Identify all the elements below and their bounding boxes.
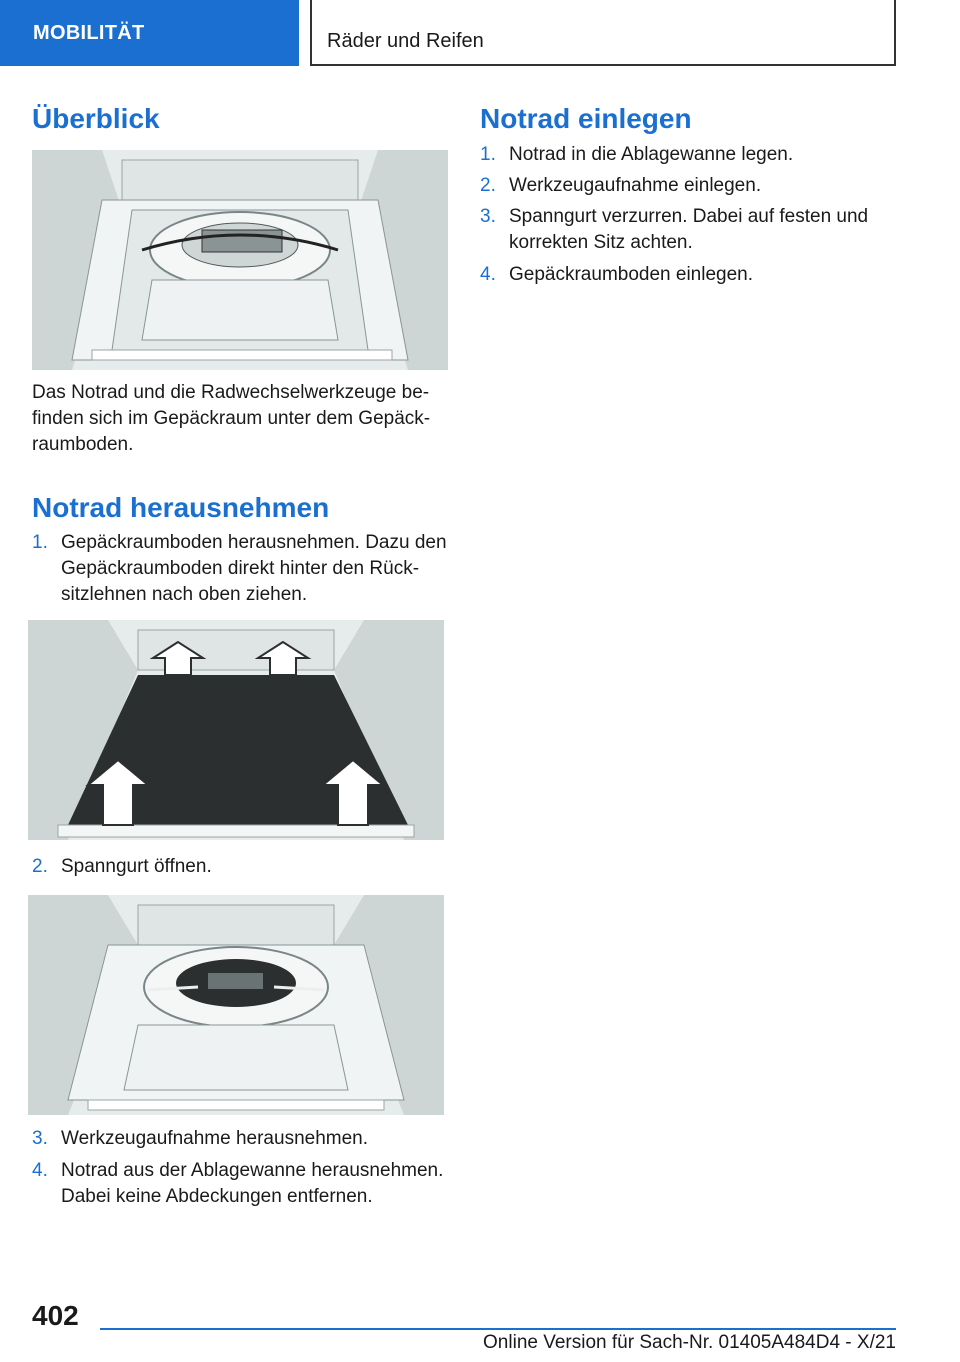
step-number: 1. (32, 532, 48, 553)
step-number: 1. (480, 144, 496, 165)
step-number: 4. (32, 1160, 48, 1181)
step-text: Gepäckraumboden einlegen. (509, 264, 754, 285)
step-number: 2. (32, 856, 48, 877)
step-number: 3. (480, 206, 496, 227)
step-number: 3. (32, 1128, 48, 1149)
overview-paragraph: Das Notrad und die Radwechselwerkzeuge be- finden sich im Gepäckraum unter dem Gepäck- raumboden. (32, 382, 431, 455)
insert-heading: Notrad einlegen (480, 103, 692, 134)
step-number: 4. (480, 264, 496, 285)
trunk-floor-lift-illustration (28, 620, 444, 840)
trunk-overview-illustration (32, 150, 448, 370)
step-text: Werkzeugaufnahme herausnehmen. (61, 1128, 369, 1149)
step-text: Notrad aus der Ablagewanne herausnehmen. Dabei keine Abdeckungen entfernen. (61, 1160, 444, 1207)
footer-online-version: Online Version für Sach-Nr. 01405A484D4 - X/21 (483, 1332, 896, 1353)
step-text: Spanngurt verzurren. Dabei auf festen und korrekten Sitz achten. (509, 206, 869, 253)
step-text: Werkzeugaufnahme einlegen. (509, 175, 762, 196)
overview-heading: Überblick (32, 103, 160, 134)
chapter-title: Räder und Reifen (310, 0, 896, 66)
step-text: Gepäckraumboden herausnehmen. Dazu den Gepäckraumboden direkt hinter den Rück- sitzlehnen nach oben ziehen. (61, 532, 447, 605)
step-text: Spanngurt öffnen. (61, 856, 212, 877)
page-number: 402 (32, 1300, 79, 1331)
spare-wheel-well-illustration (28, 895, 444, 1115)
step-number: 2. (480, 175, 496, 196)
remove-heading: Notrad herausnehmen (32, 492, 330, 523)
step-text: Notrad in die Ablagewanne legen. (509, 144, 794, 165)
footer-divider (100, 1328, 896, 1330)
section-tab: MOBILITÄT (0, 0, 299, 66)
